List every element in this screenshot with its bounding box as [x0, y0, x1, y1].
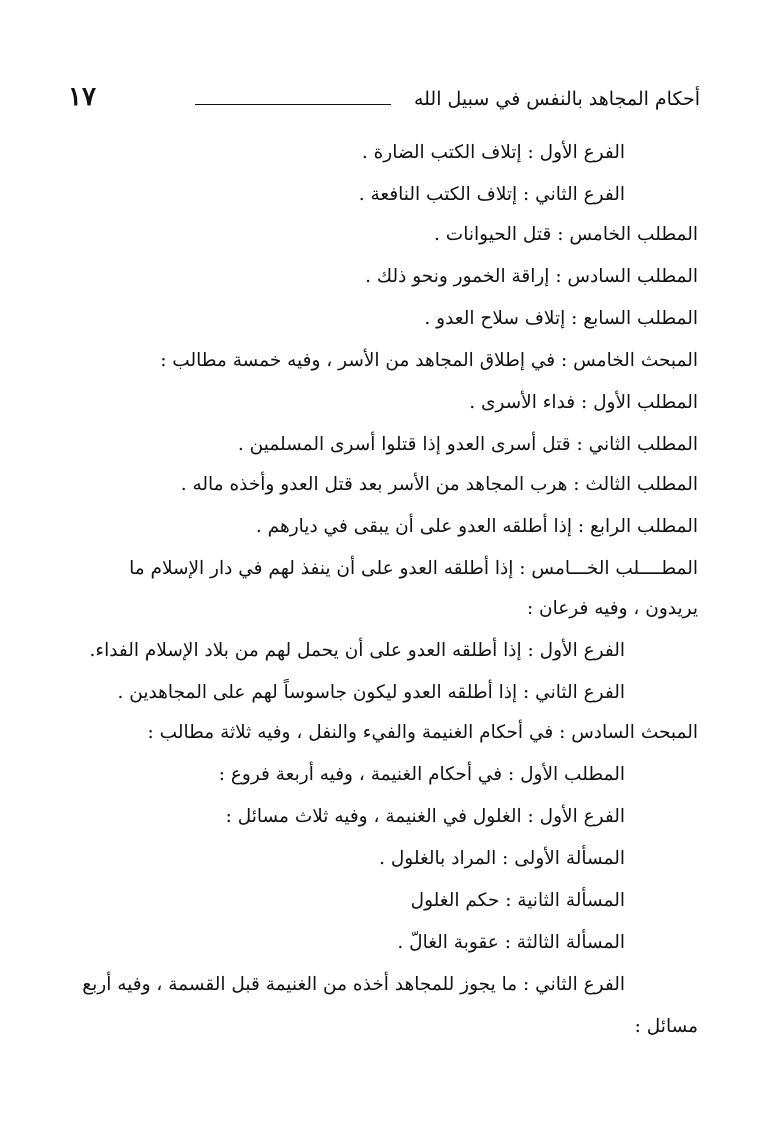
header-rule — [195, 104, 391, 105]
toc-line: المبحث الخامس : في إطلاق المجاهد من الأسر ، وفيه خمسة مطالب : — [160, 350, 698, 371]
toc-line: يريدون ، وفيه فرعان : — [526, 598, 698, 619]
toc-line: المطلب الثالث : هرب المجاهد من الأسر بعد قتل العدو وأخذه ماله . — [180, 474, 698, 495]
page-header — [60, 82, 700, 122]
toc-line: المطلب السادس : إراقة الخمور ونحو ذلك . — [365, 266, 698, 287]
toc-line: الفرع الأول : إتلاف الكتب الضارة . — [361, 142, 625, 163]
toc-line: المطلب الأول : في أحكام الغنيمة ، وفيه أربعة فروع : — [218, 764, 625, 785]
page-number: ١٧ — [68, 82, 96, 112]
toc-line: المطلب السابع : إتلاف سلاح العدو . — [424, 308, 698, 329]
toc-line: المسألة الثالثة : عقوبة الغالّ . — [397, 932, 625, 953]
toc-line: المسألة الأولى : المراد بالغلول . — [379, 848, 625, 869]
toc-line: الفرع الأول : إذا أطلقه العدو على أن يحمل لهم من بلاد الإسلام الفداء. — [89, 640, 625, 661]
running-title: أحكام المجاهد بالنفس في سبيل الله — [413, 88, 700, 110]
toc-line: الفرع الأول : الغلول في الغنيمة ، وفيه ثلاث مسائل : — [225, 806, 625, 827]
toc-line: المطــــلب الخـــامس : إذا أطلقه العدو على أن ينفذ لهم في دار الإسلام ما — [129, 558, 698, 579]
toc-line: المطلب الأول : فداء الأسرى . — [469, 392, 698, 413]
toc-line: الفرع الثاني : إذا أطلقه العدو ليكون جاسوساً لهم على المجاهدين . — [117, 682, 625, 703]
toc-line: مسائل : — [634, 1016, 698, 1037]
toc-line: المطلب الرابع : إذا أطلقه العدو على أن يبقى في ديارهم . — [255, 516, 698, 537]
toc-line: المطلب الخامس : قتل الحيوانات . — [434, 224, 698, 245]
toc-line: المبحث السادس : في أحكام الغنيمة والفيء والنفل ، وفيه ثلاثة مطالب : — [147, 722, 698, 743]
toc-line: الفرع الثاني : ما يجوز للمجاهد أخذه من الغنيمة قبل القسمة ، وفيه أربع — [82, 974, 625, 995]
toc-line: الفرع الثاني : إتلاف الكتب النافعة . — [358, 184, 625, 205]
toc-line: المطلب الثاني : قتل أسرى العدو إذا قتلوا أسرى المسلمين . — [237, 434, 698, 455]
toc-line: المسألة الثانية : حكم الغلول — [410, 890, 625, 911]
